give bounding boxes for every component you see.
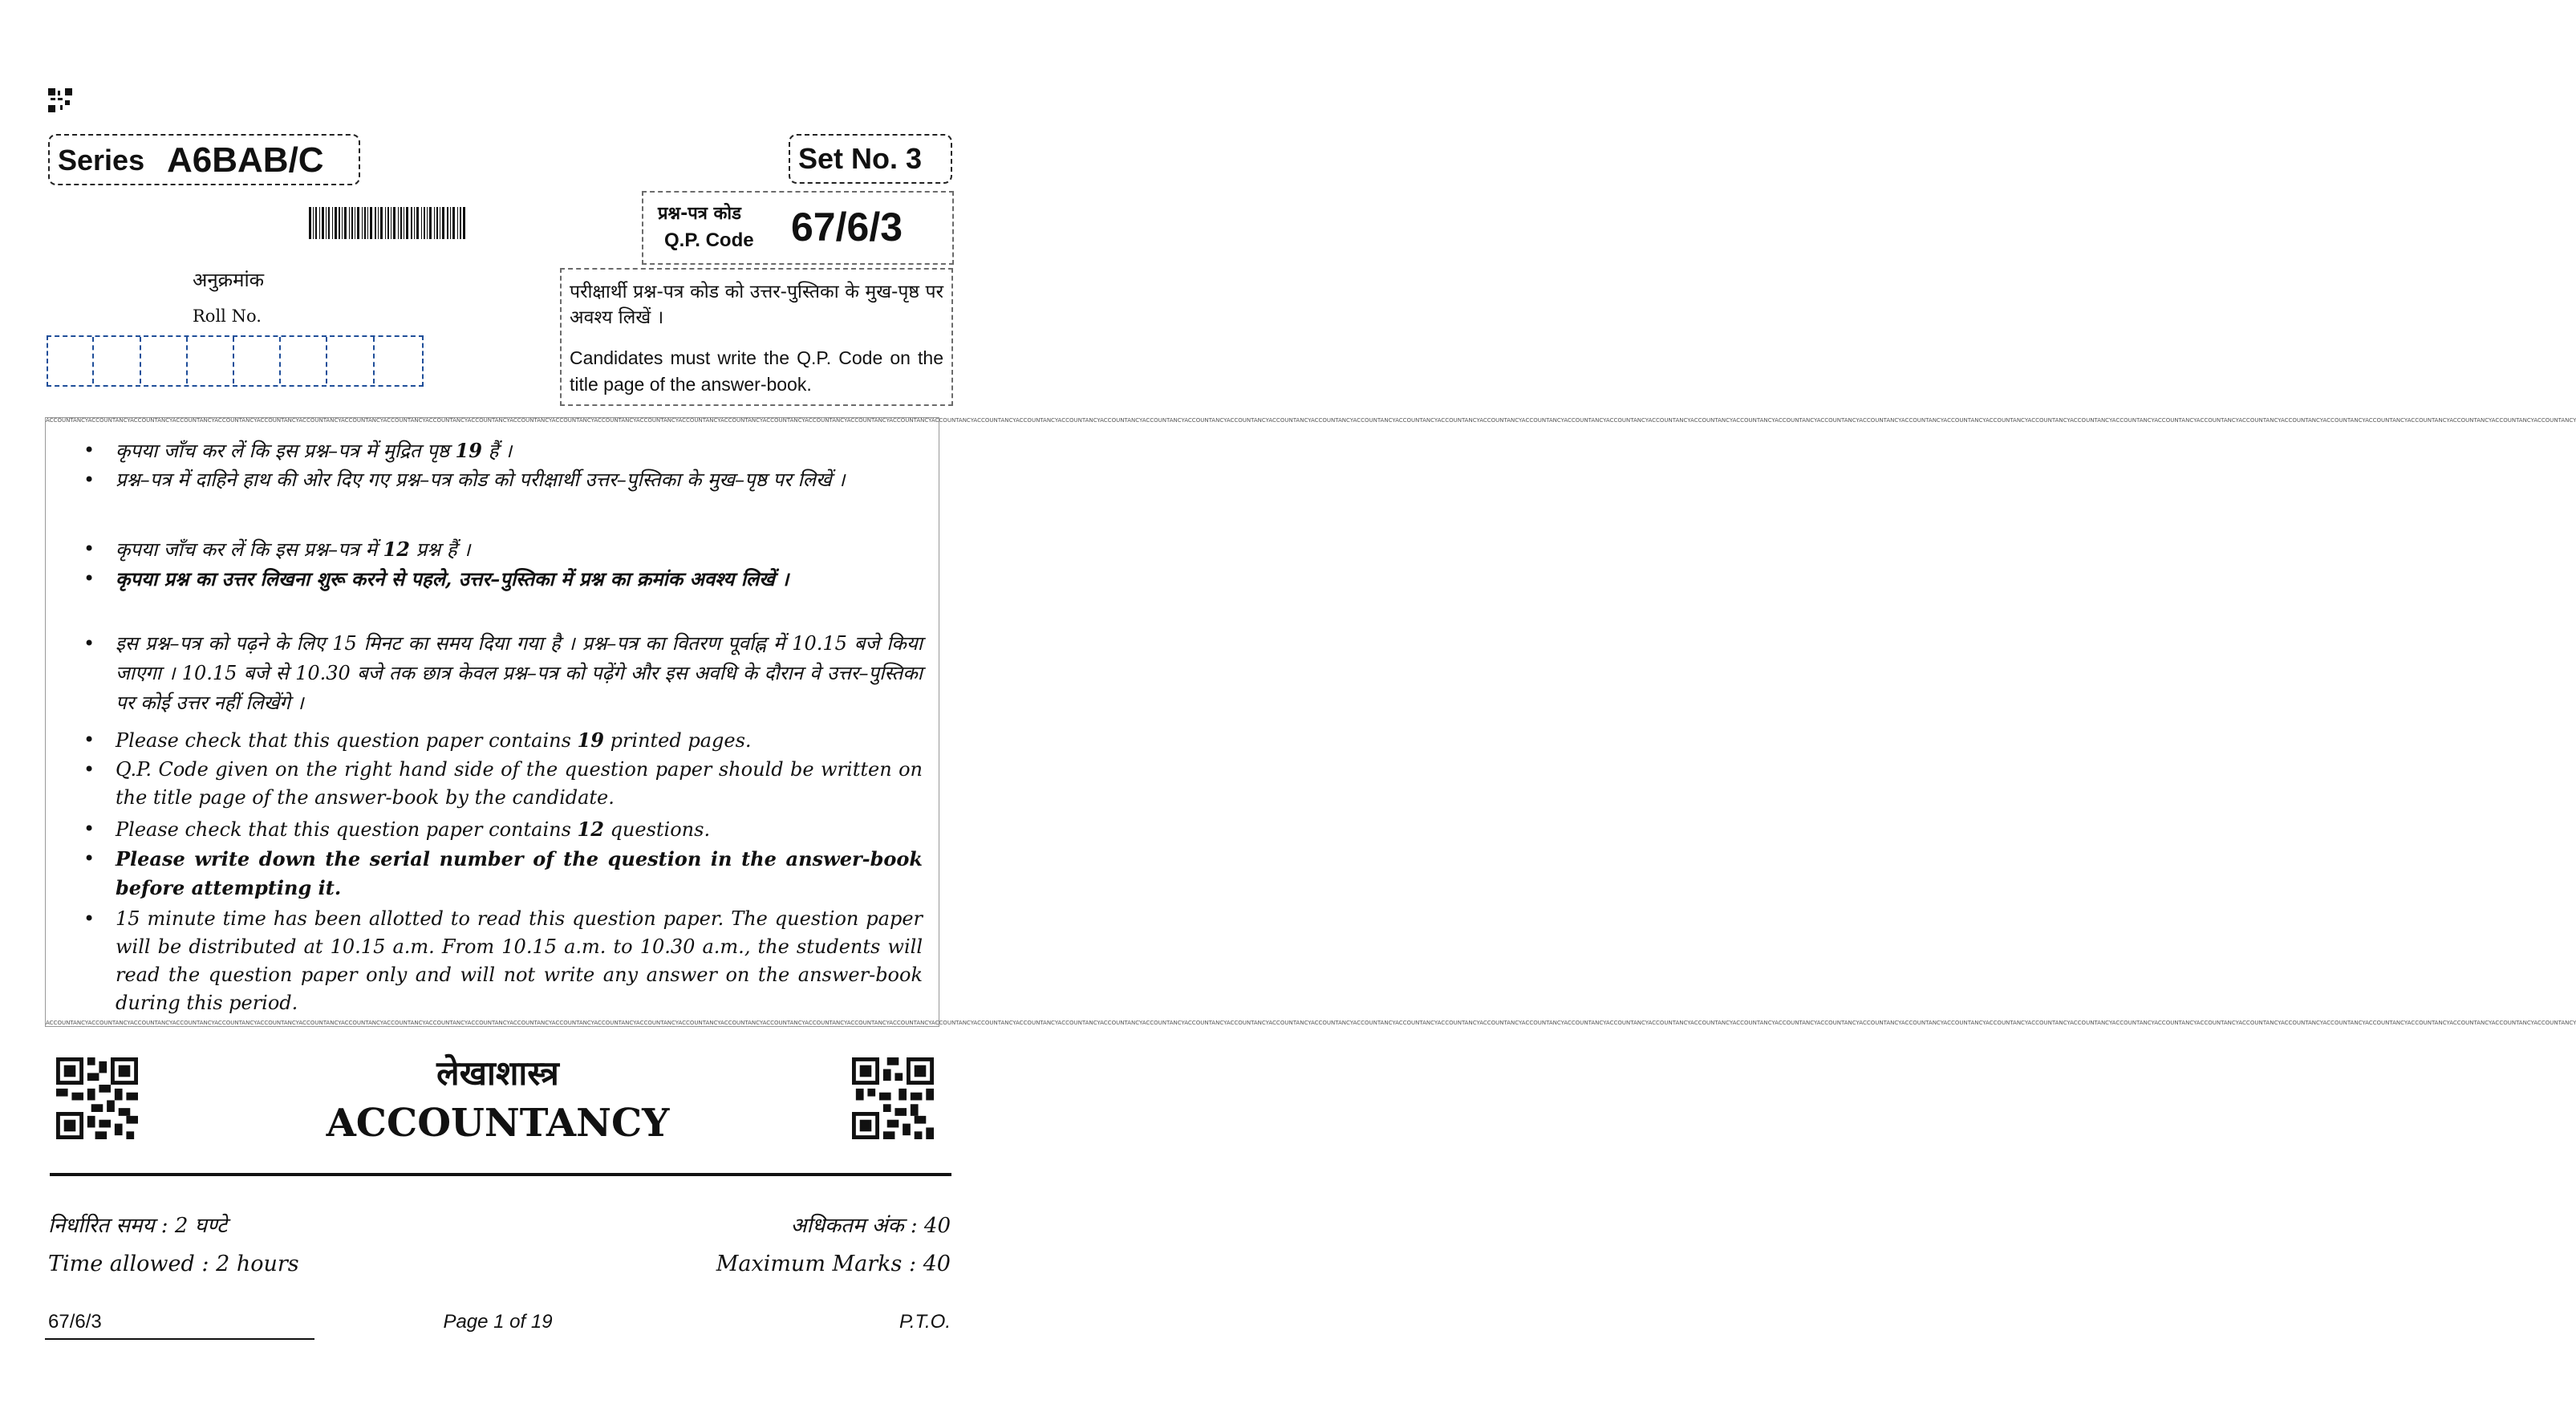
instruction-text: 12 [383, 538, 410, 561]
subject-title-hindi: लेखाशास्त्र [436, 1053, 559, 1093]
instruction-hindi-item [83, 629, 923, 718]
small-qr-code [48, 88, 72, 112]
bullet-icon: • [83, 439, 95, 461]
qp-code-label: Q.P. Code [664, 229, 754, 251]
candidate-notice-box [560, 268, 953, 406]
time-allowed: Time allowed : 2 hours [48, 1252, 299, 1276]
instruction-hindi-item [83, 436, 923, 466]
instructions-border-text-top: ACCOUNTANCYACCOUNTANCYACCOUNTANCYACCOUNTANCYACCOUNTANCYACCOUNTANCYACCOUNTANCYACCOUNTANCYACCOUNTANCYACCOUNTANCYACCOUNTANCYACCOUNTANCYACCOUNTANCYACCOUNTANCYACCOUNTANCYACCOUNTANCYACCOUNTANCYACCOUNTANCYACCOUNTANCYACCOUNTANCYACCOUNTANCYACCOUNTANCYACCOUNTANCYACCOUNTANCYACCOUNTANCYACCOUNTANCYACCOUNTANCYACCOUNTANCYACCOUNTANCYACCOUNTANCYACCOUNTANCYACCOUNTANCYACCOUNTANCYACCOUNTANCYACCOUNTANCYACCOUNTANCYACCOUNTANCYACCOUNTANCYACCOUNTANCYACCOUNTANCYACCOUNTANCYACCOUNTANCYACCOUNTANCYACCOUNTANCYACCOUNTANCYACCOUNTANCYACCOUNTANCYACCOUNTANCYACCOUNTANCYACCOUNTANCYACCOUNTANCYACCOUNTANCYACCOUNTANCYACCOUNTANCYACCOUNTANCYACCOUNTANCYACCOUNTANCYACCOUNTANCYACCOUNTANCYACCOUNTANCY [46, 417, 2576, 424]
roll-number-hindi: अनुक्रमांक [193, 269, 265, 291]
instruction-hindi-item [83, 534, 923, 565]
instruction-text: 19 [455, 439, 482, 462]
barcode [309, 207, 465, 239]
instruction-english-item [83, 905, 923, 1017]
instruction-text: questions. [603, 818, 711, 841]
maximum-marks-hindi: अधिकतम अंक : 40 [790, 1214, 951, 1238]
qr-code-icon [48, 88, 72, 112]
please-turn-over: P.T.O. [899, 1311, 951, 1333]
instruction-text: Please write down the serial number of the question in the answer-book before attempting it. [116, 847, 923, 899]
page-number: Page 1 of 19 [443, 1311, 553, 1333]
instruction-text: 12 [577, 818, 604, 841]
instruction-text: हैं । [481, 440, 513, 462]
roll-digit-box[interactable] [92, 337, 94, 383]
set-number: Set No. 3 [798, 142, 923, 175]
qp-code-box [642, 191, 954, 265]
instructions-border-text-bottom: ACCOUNTANCYACCOUNTANCYACCOUNTANCYACCOUNTANCYACCOUNTANCYACCOUNTANCYACCOUNTANCYACCOUNTANCYACCOUNTANCYACCOUNTANCYACCOUNTANCYACCOUNTANCYACCOUNTANCYACCOUNTANCYACCOUNTANCYACCOUNTANCYACCOUNTANCYACCOUNTANCYACCOUNTANCYACCOUNTANCYACCOUNTANCYACCOUNTANCYACCOUNTANCYACCOUNTANCYACCOUNTANCYACCOUNTANCYACCOUNTANCYACCOUNTANCYACCOUNTANCYACCOUNTANCYACCOUNTANCYACCOUNTANCYACCOUNTANCYACCOUNTANCYACCOUNTANCYACCOUNTANCYACCOUNTANCYACCOUNTANCYACCOUNTANCYACCOUNTANCYACCOUNTANCYACCOUNTANCYACCOUNTANCYACCOUNTANCYACCOUNTANCYACCOUNTANCYACCOUNTANCYACCOUNTANCYACCOUNTANCYACCOUNTANCYACCOUNTANCYACCOUNTANCYACCOUNTANCYACCOUNTANCYACCOUNTANCYACCOUNTANCYACCOUNTANCYACCOUNTANCYACCOUNTANCYACCOUNTANCY [46, 1020, 2576, 1026]
candidate-notice-hindi: परीक्षार्थी प्रश्न-पत्र कोड को उत्तर-पुस्तिका के मुख-पृष्ठ पर अवश्य लिखें । [570, 282, 943, 328]
maximum-marks: Maximum Marks : 40 [716, 1252, 951, 1276]
bullet-icon: • [83, 632, 95, 655]
instruction-english-item [83, 726, 923, 755]
roll-digit-box[interactable] [326, 337, 327, 383]
instruction-english-item [83, 845, 923, 903]
bullet-icon: • [83, 907, 95, 930]
instruction-text: कृपया जाँच कर लें कि इस प्रश्न–पत्र में मुद्रित पृष्ठ [116, 440, 456, 462]
instruction-hindi-item [83, 564, 923, 594]
qp-code-value: 67/6/3 [791, 205, 903, 250]
bullet-icon: • [83, 728, 95, 751]
divider-line [50, 1173, 951, 1176]
instruction-text: प्रश्न–पत्र में दाहिने हाथ की ओर दिए गए प्रश्न–पत्र कोड को परीक्षार्थी उत्तर–पुस्तिका के मुख–पृष्ठ पर लिखें । [116, 469, 846, 491]
qp-code-hindi-label: प्रश्न-पत्र कोड [658, 204, 741, 224]
instruction-text: Please check that this question paper contains [116, 818, 578, 841]
candidate-notice-english: Candidates must write the Q.P. Code on the title page of the answer-book. [570, 347, 943, 395]
subject-title-english: ACCOUNTANCY [326, 1101, 670, 1146]
barcode-icon [309, 207, 465, 239]
bullet-icon: • [83, 758, 95, 781]
bullet-icon: • [83, 847, 95, 870]
bullet-icon: • [83, 469, 95, 491]
series-label: Series [58, 144, 145, 177]
instruction-hindi-item [83, 465, 923, 495]
instruction-text: कृपया जाँच कर लें कि इस प्रश्न–पत्र में [116, 538, 383, 561]
instruction-text: 19 [577, 728, 604, 752]
footer-code: 67/6/3 [48, 1311, 102, 1333]
instruction-text: Please check that this question paper contains [116, 729, 578, 752]
series-code: A6BAB/C [167, 140, 324, 180]
instruction-text: printed pages. [603, 729, 752, 752]
instruction-english-item [83, 756, 923, 812]
roll-number-boxes[interactable] [47, 335, 424, 387]
instruction-text: 15 minute time has been allotted to read this question paper. The question paper will be distributed at 10.15 a.m. From 10.15 a.m. to 10.30 a.m., the students will read the question paper only and will not write any answer on the answer-book during this period. [116, 907, 923, 1014]
bullet-icon: • [83, 818, 95, 840]
bullet-icon: • [83, 538, 95, 560]
bullet-icon: • [83, 567, 95, 590]
roll-number-label: Roll No. [193, 306, 262, 326]
roll-digit-box[interactable] [140, 337, 141, 383]
instruction-text: इस प्रश्न–पत्र को पढ़ने के लिए 15 मिनट का समय दिया गया है । प्रश्न–पत्र का वितरण पूर्वाह्न में 10.15 बजे किया जाएगा । 10.15 बजे से 10.30 बजे तक छात्र केवल प्रश्न–पत्र को पढ़ेंगे और इस अवधि के दौरान वे उत्तर–पुस्तिका पर कोई उत्तर नहीं लिखेंगे । [116, 632, 923, 714]
roll-digit-box[interactable] [279, 337, 281, 383]
roll-digit-box[interactable] [233, 337, 234, 383]
footer-underline [45, 1338, 314, 1340]
roll-digit-box[interactable] [186, 337, 188, 383]
instruction-text: प्रश्न हैं । [409, 538, 471, 561]
set-number-box [789, 134, 952, 184]
instruction-text: Q.P. Code given on the right hand side of the question paper should be written on the title page of the answer-book by the candidate. [116, 758, 923, 809]
time-allowed-hindi: निर्धारित समय : 2 घण्टे [48, 1214, 228, 1238]
roll-digit-box[interactable] [373, 337, 375, 383]
instruction-english-item [83, 815, 923, 844]
instruction-text: कृपया प्रश्न का उत्तर लिखना शुरू करने से पहले, उत्तर–पुस्तिका में प्रश्न का क्रमांक अवश्य लिखें । [116, 567, 789, 590]
series-box [48, 134, 360, 185]
